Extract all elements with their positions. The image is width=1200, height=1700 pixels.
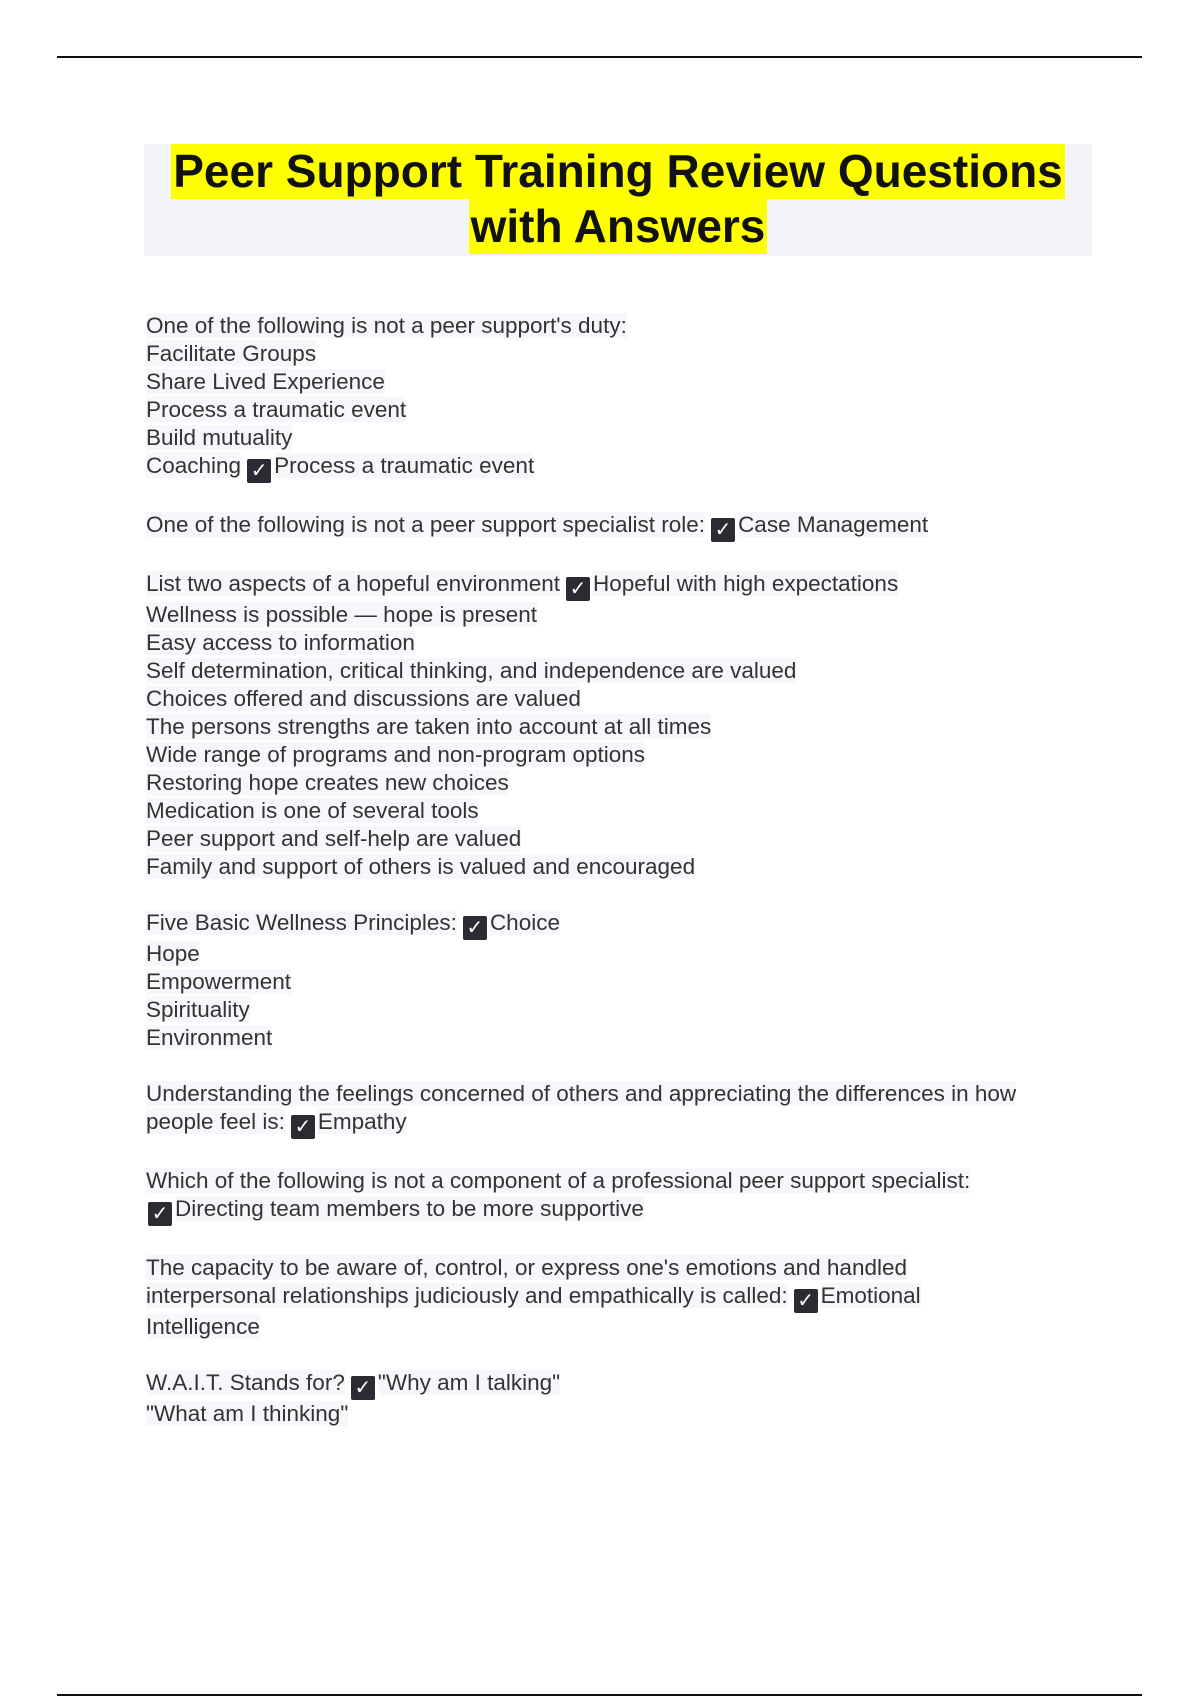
answer-line: Peer support and self-help are valued [146, 826, 522, 851]
answer-line: The persons strengths are taken into account at all times [146, 714, 712, 739]
qa-content [146, 312, 1090, 1456]
answer-text: Case Management [738, 512, 929, 537]
question-text: List two aspects of a hopeful environment [146, 571, 560, 596]
checkmark-icon: ✓ [351, 1376, 375, 1400]
title-line-2: with Answers [470, 200, 766, 252]
answer-text: Hopeful with high expectations [593, 571, 899, 596]
question-text: The capacity to be aware of, control, or express one's emotions and handled [146, 1255, 907, 1280]
answer-line: Wide range of programs and non-program options [146, 742, 646, 767]
qa-item-4 [146, 909, 1090, 1052]
title-line-1: Peer Support Training Review Questions [173, 145, 1063, 197]
checkmark-icon: ✓ [148, 1202, 172, 1226]
question-text: One of the following is not a peer support's duty: [146, 313, 627, 338]
answer-line: Easy access to information [146, 630, 415, 655]
question-text: Understanding the feelings concerned of others and appreciating the differences in how [146, 1081, 1017, 1106]
answer-text: Process a traumatic event [274, 453, 535, 478]
answer-text: Empathy [317, 1109, 407, 1134]
question-text: people feel is: [146, 1109, 285, 1134]
qa-item-6 [146, 1167, 1090, 1226]
bottom-rule [57, 1694, 1142, 1696]
answer-line: Environment [146, 1025, 273, 1050]
answer-text: Emotional [820, 1283, 921, 1308]
option-text: Coaching [146, 453, 242, 478]
answer-line: Wellness is possible — hope is present [146, 602, 538, 627]
question-text: interpersonal relationships judiciously and empathically is called: [146, 1283, 788, 1308]
answer-line: "What am I thinking" [146, 1401, 349, 1426]
question-text: Five Basic Wellness Principles: [146, 910, 457, 935]
answer-line: Choices offered and discussions are valued [146, 686, 581, 711]
checkmark-icon: ✓ [291, 1115, 315, 1139]
option-text: Facilitate Groups [146, 341, 317, 366]
checkmark-icon: ✓ [794, 1289, 818, 1313]
qa-item-1 [146, 312, 1090, 483]
checkmark-icon: ✓ [463, 916, 487, 940]
qa-item-7 [146, 1254, 1090, 1341]
top-rule [57, 56, 1142, 58]
question-text: W.A.I.T. Stands for? [146, 1370, 345, 1395]
answer-line: Spirituality [146, 997, 250, 1022]
answer-text: Choice [489, 910, 560, 935]
checkmark-icon: ✓ [566, 577, 590, 601]
answer-line: Family and support of others is valued and encouraged [146, 854, 696, 879]
qa-item-2 [146, 511, 1090, 542]
checkmark-icon: ✓ [711, 518, 735, 542]
answer-text: "Why am I talking" [377, 1370, 561, 1395]
qa-item-5 [146, 1080, 1090, 1139]
answer-line: Restoring hope creates new choices [146, 770, 509, 795]
question-text: Which of the following is not a component of a professional peer support specialist: [146, 1168, 971, 1193]
answer-text: Directing team members to be more supportive [175, 1196, 644, 1221]
option-text: Build mutuality [146, 425, 293, 450]
checkmark-icon: ✓ [247, 459, 271, 483]
document-title [144, 144, 1092, 256]
answer-line: Hope [146, 941, 200, 966]
qa-item-3 [146, 570, 1090, 881]
option-text: Process a traumatic event [146, 397, 407, 422]
qa-item-8 [146, 1369, 1090, 1428]
option-text: Share Lived Experience [146, 369, 385, 394]
question-text: One of the following is not a peer support specialist role: [146, 512, 706, 537]
answer-line: Self determination, critical thinking, and independence are valued [146, 658, 797, 683]
answer-line: Medication is one of several tools [146, 798, 479, 823]
answer-text: Intelligence [146, 1314, 260, 1339]
answer-line: Empowerment [146, 969, 292, 994]
